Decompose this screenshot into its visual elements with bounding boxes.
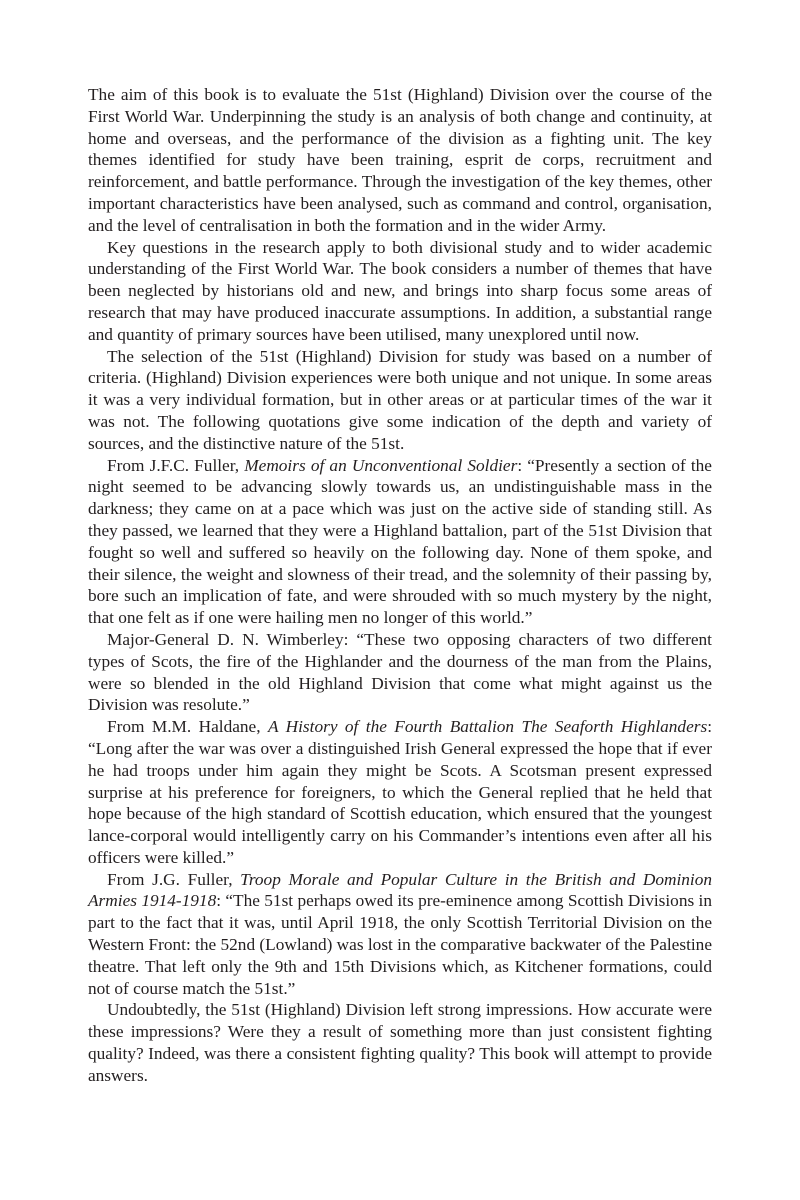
- quote-lead: From J.G. Fuller,: [107, 869, 241, 889]
- book-title: A History of the Fourth Battalion The Seaforth Highlanders: [267, 717, 708, 737]
- quote-text: : “Presently a section of the night seemed to be advancing slowly towards us, an undistinguishable mass in the darkness; they came on at a pace which was just on the active side of standing still. As they passed, we learned that they were a Highland battalion, part of the 51st Division that fought so well and suffered so heavily on the following day. None of them spoke, and their silence, the weight and slowness of their tread, and the solemnity of their passing by, bore such an implication of fate, and were shrouded with so much mystery by the night, that one felt as if one were hailing men no longer of this world.”: [88, 455, 712, 628]
- book-title: Troop Morale and Popular Culture in the British and Dominion Armies 1914-1918: [88, 869, 712, 911]
- quote-lead: From J.F.C. Fuller,: [107, 455, 245, 475]
- paragraph-haldane-quote: [88, 716, 712, 869]
- book-page-body: [88, 84, 712, 1087]
- paragraph-fuller-quote: [88, 455, 712, 629]
- paragraph-aim: The aim of this book is to evaluate the 51st (Highland) Division over the course of the First World War. Underpinning the study is an analysis of both change and continuity, at home and overseas, and the performance of the division as a fighting unit. The key themes identified for study have been training, esprit de corps, recruitment and reinforcement, and battle performance. Through the investigation of the key themes, other important characteristics have been analysed, such as command and control, organisation, and the level of centralisation in both the formation and in the wider Army.: [88, 85, 712, 235]
- paragraph-key-questions: Key questions in the research apply to both divisional study and to wider academic understanding of the First World War. The book considers a number of themes that have been neglected by historians old and new, and brings into sharp focus some areas of research that may have produced inaccurate assumptions. In addition, a substantial range and quantity of primary sources have been utilised, many unexplored until now.: [88, 237, 712, 344]
- quote-lead: From M.M. Haldane,: [107, 717, 268, 737]
- paragraph-conclusion: Undoubtedly, the 51st (Highland) Division left strong impressions. How accurate were these impressions? Were they a result of something more than just consistent fighting quality? Indeed, was there a consistent fighting quality? This book will attempt to provide answers.: [88, 1000, 712, 1085]
- paragraph-selection: The selection of the 51st (Highland) Division for study was based on a number of criteria. (Highland) Division experiences were both unique and not unique. In some areas it was a very individual formation, but in other areas or at particular times of the war it was not. The following quotations give some indication of the depth and variety of sources, and the distinctive nature of the 51st.: [88, 346, 712, 453]
- book-title: Memoirs of an Unconventional Soldier: [244, 455, 518, 475]
- quote-text: : “Long after the war was over a distinguished Irish General expressed the hope that if ever he had troops under him again they might be Scots. A Scotsman present expressed surprise at his preference for foreigners, to which the General replied that he held that hope because of the high standard of Scottish education, which ensured that the youngest lance-corporal would intelligently carry on his Commander’s intentions even after all his officers were killed.”: [88, 717, 713, 867]
- quote-text: : “The 51st perhaps owed its pre-eminence among Scottish Divisions in part to the fact that it was, until April 1918, the only Scottish Territorial Division on the Western Front: the 52nd (Lowland) was lost in the comparative backwater of the Palestine theatre. That left only the 9th and 15th Divisions which, as Kitchener formations, could not of course match the 51st.”: [88, 891, 712, 998]
- paragraph-jg-fuller-quote: [88, 869, 712, 1000]
- paragraph-wimberley-quote: Major-General D. N. Wimberley: “These two opposing characters of two different types of Scots, the fire of the Highlander and the dourness of the man from the Plains, were so blended in the old Highland Division that come what might against us the Division was resolute.”: [88, 629, 712, 715]
